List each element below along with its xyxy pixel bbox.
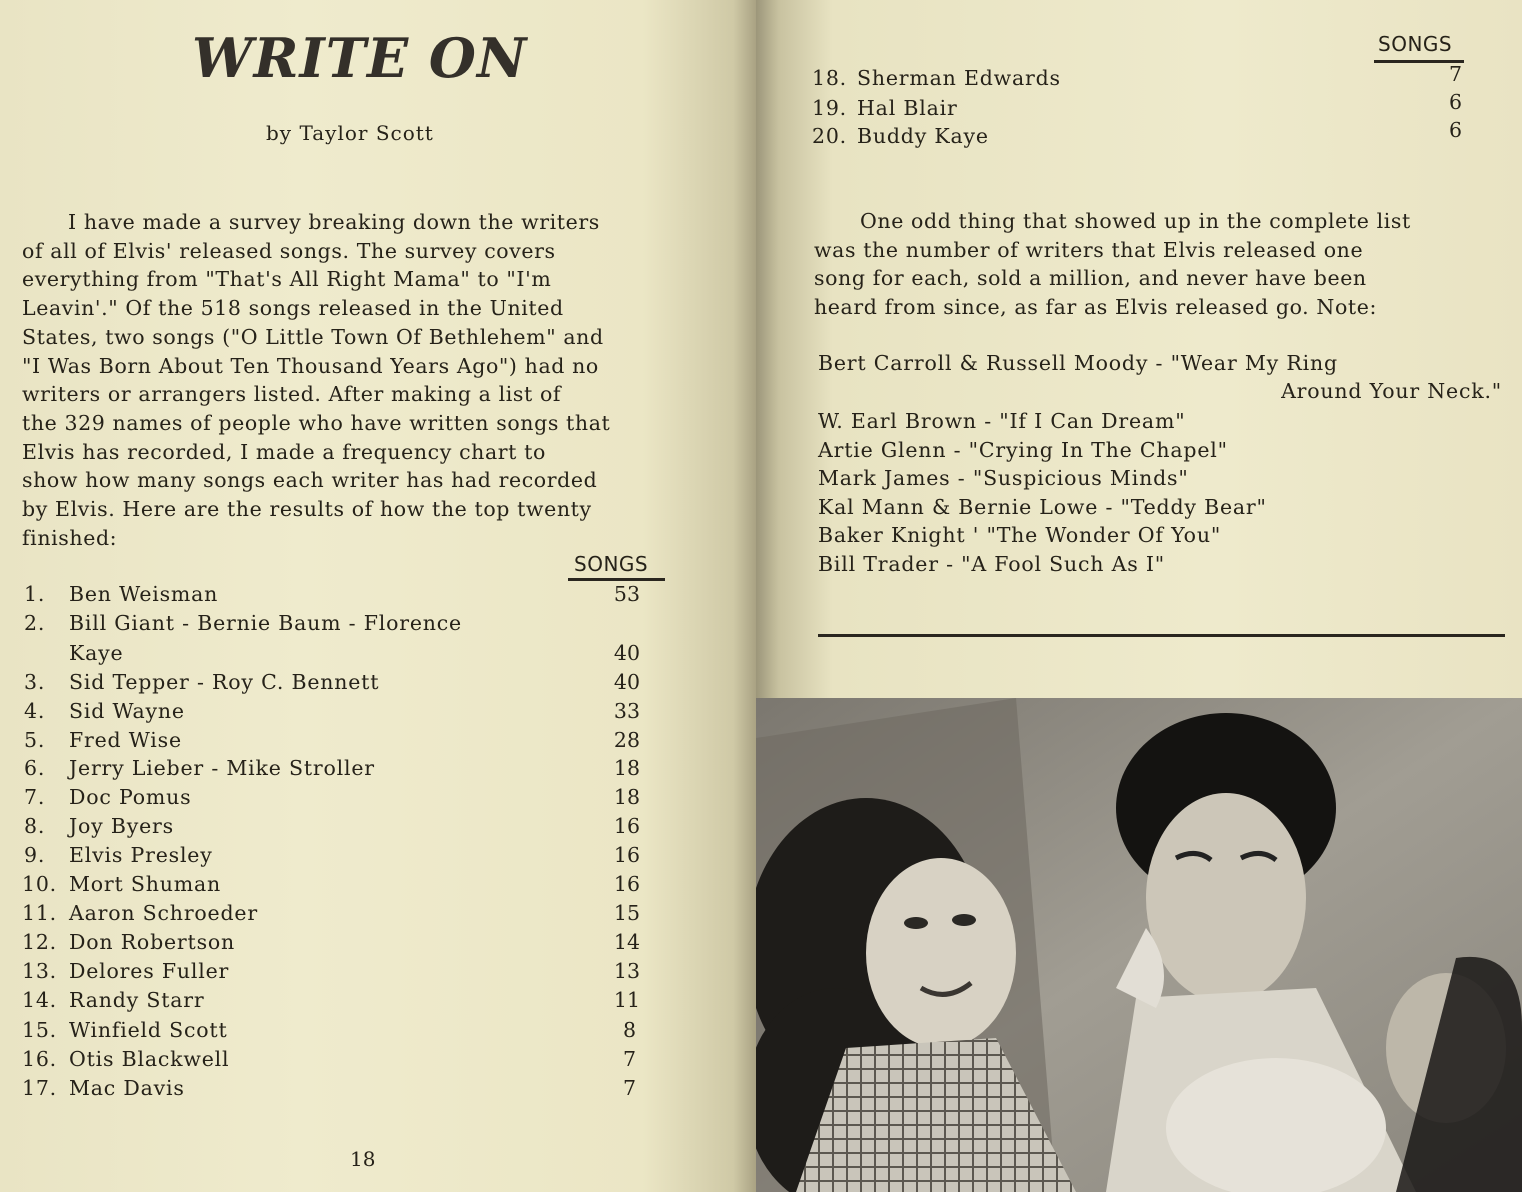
ranking-songs: 15 (613, 901, 640, 925)
ranking-rank: 8. (24, 814, 46, 838)
ranking-writer: Mac Davis (69, 1076, 185, 1100)
ranking-songs: 33 (613, 699, 640, 723)
ranking-rank: 2. (24, 611, 46, 635)
songs-column-header: SONGS (574, 552, 649, 576)
ranking-rank: 4. (24, 699, 46, 723)
odd-line: One odd thing that showed up in the complete list (860, 209, 1411, 233)
ranking-songs: 7 (1448, 62, 1462, 86)
odd-line: song for each, sold a million, and never have been (814, 266, 1367, 291)
ranking-writer-cont: Kaye (69, 641, 124, 665)
ranking-writer: Sid Wayne (69, 699, 185, 723)
ranking-rank: 1. (24, 582, 46, 606)
page-number: 18 (350, 1147, 376, 1171)
ranking-songs: 40 (613, 641, 640, 665)
ranking-rank: 3. (24, 670, 46, 694)
ranking-songs: 7 (622, 1076, 636, 1100)
ranking-writer: Joy Byers (69, 814, 174, 838)
odd-line: was the number of writers that Elvis released one (814, 237, 1364, 262)
ranking-songs: 40 (613, 670, 640, 694)
intro-line: of all of Elvis' released songs. The survey covers (22, 238, 556, 263)
intro-line: I have made a survey breaking down the writers (68, 210, 600, 234)
one-hit-item: W. Earl Brown - "If I Can Dream" (818, 409, 1186, 433)
ranking-songs: 18 (613, 785, 640, 809)
ranking-rank: 14. (22, 988, 58, 1012)
intro-line: everything from "That's All Right Mama" to "I'm (22, 267, 552, 292)
section-divider (818, 634, 1505, 637)
ranking-rank: 19. (812, 96, 848, 120)
ranking-writer: Buddy Kaye (857, 124, 989, 148)
songs-column-header: SONGS (1378, 32, 1453, 56)
ranking-writer: Ben Weisman (69, 582, 219, 606)
intro-line: Elvis has recorded, I made a frequency chart to (22, 439, 546, 464)
ranking-songs: 11 (613, 988, 640, 1012)
byline: by Taylor Scott (266, 121, 434, 145)
ranking-songs: 18 (613, 756, 640, 780)
ranking-songs: 28 (613, 728, 640, 752)
intro-line: "I Was Born About Ten Thousand Years Ago") had no (22, 353, 599, 378)
intro-paragraph (22, 208, 610, 552)
article-title: WRITE ON (192, 26, 528, 90)
ranking-writer: Hal Blair (857, 96, 958, 120)
ranking-writer: Sid Tepper - Roy C. Bennett (69, 670, 380, 694)
ranking-rank: 15. (22, 1018, 58, 1042)
ranking-songs: 53 (613, 582, 640, 606)
ranking-songs: 14 (613, 930, 640, 954)
left-page (0, 0, 756, 1192)
ranking-songs: 16 (613, 814, 640, 838)
ranking-rank: 6. (24, 756, 46, 780)
intro-line: Leavin'." Of the 518 songs released in the United (22, 296, 564, 321)
ranking-rank: 7. (24, 785, 46, 809)
ranking-songs: 6 (1448, 118, 1462, 142)
one-hit-item: Bert Carroll & Russell Moody - "Wear My Ring (818, 351, 1338, 375)
ranking-songs: 7 (622, 1047, 636, 1071)
ranking-rank: 20. (812, 124, 848, 148)
ranking-writer: Randy Starr (69, 988, 205, 1012)
photo-image (756, 698, 1522, 1192)
ranking-rank: 9. (24, 843, 46, 867)
odd-thing-paragraph (814, 207, 1411, 322)
ranking-songs: 16 (613, 872, 640, 896)
ranking-writer: Bill Giant - Bernie Baum - Florence (69, 611, 462, 635)
ranking-rank: 16. (22, 1047, 58, 1071)
ranking-writer: Doc Pomus (69, 785, 192, 809)
ranking-writer: Elvis Presley (69, 843, 213, 867)
ranking-writer: Fred Wise (69, 728, 182, 752)
intro-line: the 329 names of people who have written songs that (22, 410, 611, 435)
ranking-rank: 11. (22, 901, 58, 925)
ranking-writer: Delores Fuller (69, 959, 230, 983)
one-hit-item: Mark James - "Suspicious Minds" (818, 466, 1189, 490)
ranking-songs: 13 (613, 959, 640, 983)
intro-line: finished: (22, 525, 118, 550)
photo (756, 698, 1522, 1192)
ranking-writer: Winfield Scott (69, 1018, 228, 1042)
one-hit-item: Baker Knight ' "The Wonder Of You" (818, 523, 1222, 547)
ranking-writer: Mort Shuman (69, 872, 221, 896)
one-hit-item: Kal Mann & Bernie Lowe - "Teddy Bear" (818, 495, 1267, 519)
ranking-songs: 8 (622, 1018, 636, 1042)
ranking-rank: 17. (22, 1076, 58, 1100)
ranking-writer: Don Robertson (69, 930, 236, 954)
songs-header-rule (568, 578, 665, 581)
ranking-rank: 12. (22, 930, 58, 954)
one-hit-item: Artie Glenn - "Crying In The Chapel" (818, 438, 1228, 462)
one-hit-item: Bill Trader - "A Fool Such As I" (818, 552, 1165, 576)
ranking-writer: Jerry Lieber - Mike Stroller (69, 756, 375, 780)
ranking-rank: 10. (22, 872, 58, 896)
ranking-songs: 16 (613, 843, 640, 867)
right-page (756, 0, 1522, 1192)
intro-line: show how many songs each writer has had recorded (22, 468, 598, 493)
intro-line: States, two songs ("O Little Town Of Bethlehem" and (22, 324, 604, 349)
ranking-writer: Aaron Schroeder (69, 901, 258, 925)
ranking-songs: 6 (1448, 90, 1462, 114)
ranking-rank: 13. (22, 959, 58, 983)
intro-line: writers or arrangers listed. After making a list of (22, 382, 562, 407)
one-hit-item-cont: Around Your Neck." (1281, 379, 1502, 403)
ranking-writer: Sherman Edwards (857, 66, 1061, 90)
intro-line: by Elvis. Here are the results of how the top twenty (22, 497, 592, 522)
ranking-writer: Otis Blackwell (69, 1047, 230, 1071)
odd-line: heard from since, as far as Elvis released go. Note: (814, 295, 1377, 320)
ranking-rank: 5. (24, 728, 46, 752)
ranking-rank: 18. (812, 66, 848, 90)
